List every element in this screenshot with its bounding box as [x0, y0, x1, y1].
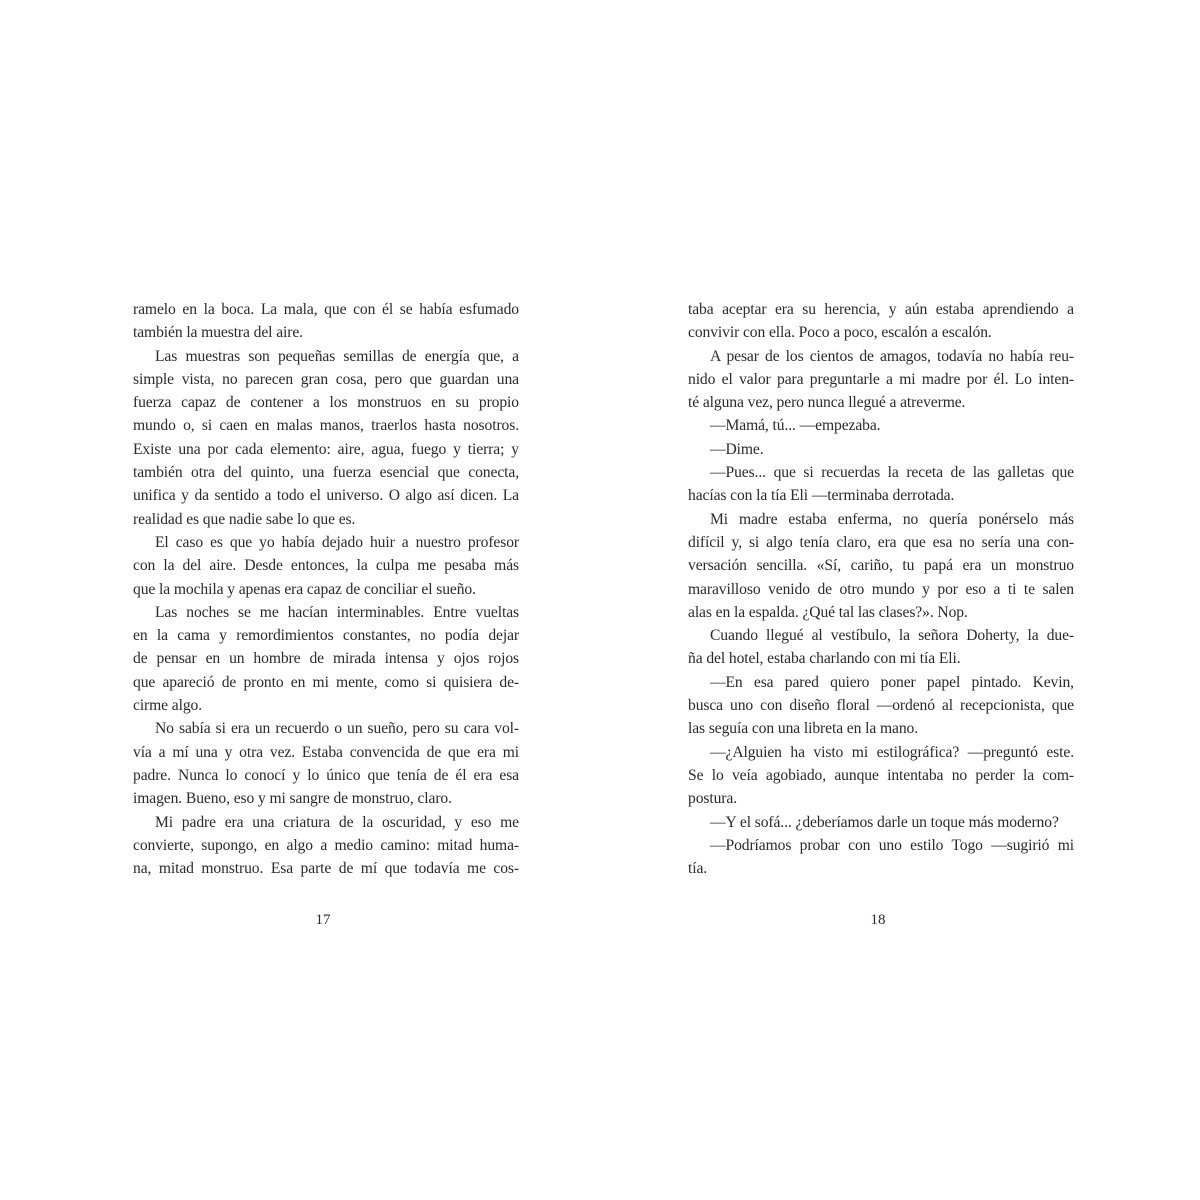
- text-line: —¿Alguien ha visto mi estilográfica? —preguntó este.: [710, 743, 1074, 761]
- text-line: convierte, supongo, en algo a medio camino: mitad huma-: [133, 836, 519, 854]
- text-line: versación sencilla. «Sí, cariño, tu papá era un monstruo: [688, 557, 1074, 575]
- text-line: simple vista, no parecen gran cosa, pero que guardan una: [133, 370, 519, 388]
- text-line: —Y el sofá... ¿deberíamos darle un toque más moderno?: [710, 813, 1059, 831]
- text-line: —En esa pared quiero poner papel pintado. Kevin,: [710, 673, 1074, 691]
- text-line: postura.: [688, 790, 738, 808]
- page-number-right: 18: [870, 912, 886, 928]
- text-line: na, mitad monstruo. Esa parte de mí que todavía me cos-: [133, 860, 519, 878]
- text-line: ña del hotel, estaba charlando con mi tía Eli.: [688, 650, 961, 668]
- text-line: alas en la espalda. ¿Qué tal las clases?». Nop.: [688, 603, 968, 621]
- text-line: fuerza capaz de contener a los monstruos en su propio: [133, 394, 519, 412]
- page-number-left: 17: [315, 912, 331, 928]
- text-line: nido el valor para preguntarle a mi madre por él. Lo inten-: [688, 370, 1074, 388]
- text-line: tía.: [688, 860, 708, 878]
- text-line: taba aceptar era su herencia, y aún estaba aprendiendo a: [688, 301, 1074, 318]
- text-line: mundo o, si caen en malas manos, traerlos hasta nosotros.: [133, 417, 519, 435]
- text-line: difícil y, si algo tenía claro, era que esa no sería una con-: [688, 533, 1074, 551]
- text-line: —Pues... que si recuerdas la receta de las galletas que: [710, 464, 1074, 482]
- text-line: también otra del quinto, una fuerza esencial que conecta,: [133, 464, 519, 482]
- text-line: Se lo veía agobiado, aunque intentaba no perder la com-: [688, 766, 1074, 784]
- text-line: hacías con la tía Eli —terminaba derrotada.: [688, 487, 955, 505]
- text-line: Existe una por cada elemento: aire, agua, fuego y tierra; y: [133, 440, 519, 458]
- text-line: El caso es que yo había dejado huir a nuestro profesor: [155, 533, 519, 551]
- text-line: té alguna vez, pero nunca llegué a atreverme.: [688, 394, 966, 412]
- text-line: imagen. Bueno, eso y mi sangre de monstruo, claro.: [133, 790, 452, 808]
- text-line: unifica y da sentido a todo el universo. O algo así dicen. La: [133, 487, 519, 505]
- text-line: que apareció de pronto en mi mente, como si quisiera de-: [133, 673, 519, 691]
- text-line: padre. Nunca lo conocí y lo único que tenía de él era esa: [133, 766, 519, 784]
- text-line: que la mochila y apenas era capaz de conciliar el sueño.: [133, 580, 476, 598]
- text-line: de pensar en un hombre de mirada intensa y ojos rojos: [133, 650, 519, 668]
- text-line: Mi padre era una criatura de la oscuridad, y eso me: [155, 813, 519, 831]
- text-line: Las muestras son pequeñas semillas de energía que, a: [155, 347, 519, 365]
- text-line: cirme algo.: [133, 697, 203, 715]
- left-page-text: [133, 298, 519, 880]
- text-line: en la cama y remordimientos constantes, no podía dejar: [133, 627, 519, 645]
- text-line: Las noches se me hacían interminables. Entre vueltas: [155, 603, 519, 621]
- text-line: A pesar de los cientos de amagos, todavía no había reu-: [710, 347, 1074, 365]
- text-line: maravilloso venido de otro mundo y por eso a ti te salen: [688, 580, 1074, 598]
- text-line: realidad es que nadie sabe lo que es.: [133, 510, 356, 528]
- text-line: también la muestra del aire.: [133, 324, 303, 342]
- text-line: convivir con ella. Poco a poco, escalón a escalón.: [688, 324, 992, 342]
- text-line: —Podríamos probar con uno estilo Togo —sugirió mi: [710, 836, 1074, 854]
- text-line: Mi madre estaba enferma, no quería ponérselo más: [710, 510, 1074, 528]
- text-line: —Dime.: [710, 440, 764, 458]
- text-line: vía a mí una y otra vez. Estaba convencida de que era mi: [133, 743, 519, 761]
- text-line: ramelo en la boca. La mala, que con él se había esfumado: [133, 301, 519, 318]
- right-page-text: [688, 298, 1074, 880]
- text-line: —Mamá, tú... —empezaba.: [710, 417, 881, 435]
- text-line: No sabía si era un recuerdo o un sueño, pero su cara vol-: [155, 720, 519, 738]
- text-line: las seguía con una libreta en la mano.: [688, 720, 919, 738]
- text-line: con la del aire. Desde entonces, la culpa me pesaba más: [133, 557, 519, 575]
- text-line: busca uno con diseño floral —ordenó al recepcionista, que: [688, 697, 1074, 715]
- text-line: Cuando llegué al vestíbulo, la señora Doherty, la due-: [710, 627, 1074, 645]
